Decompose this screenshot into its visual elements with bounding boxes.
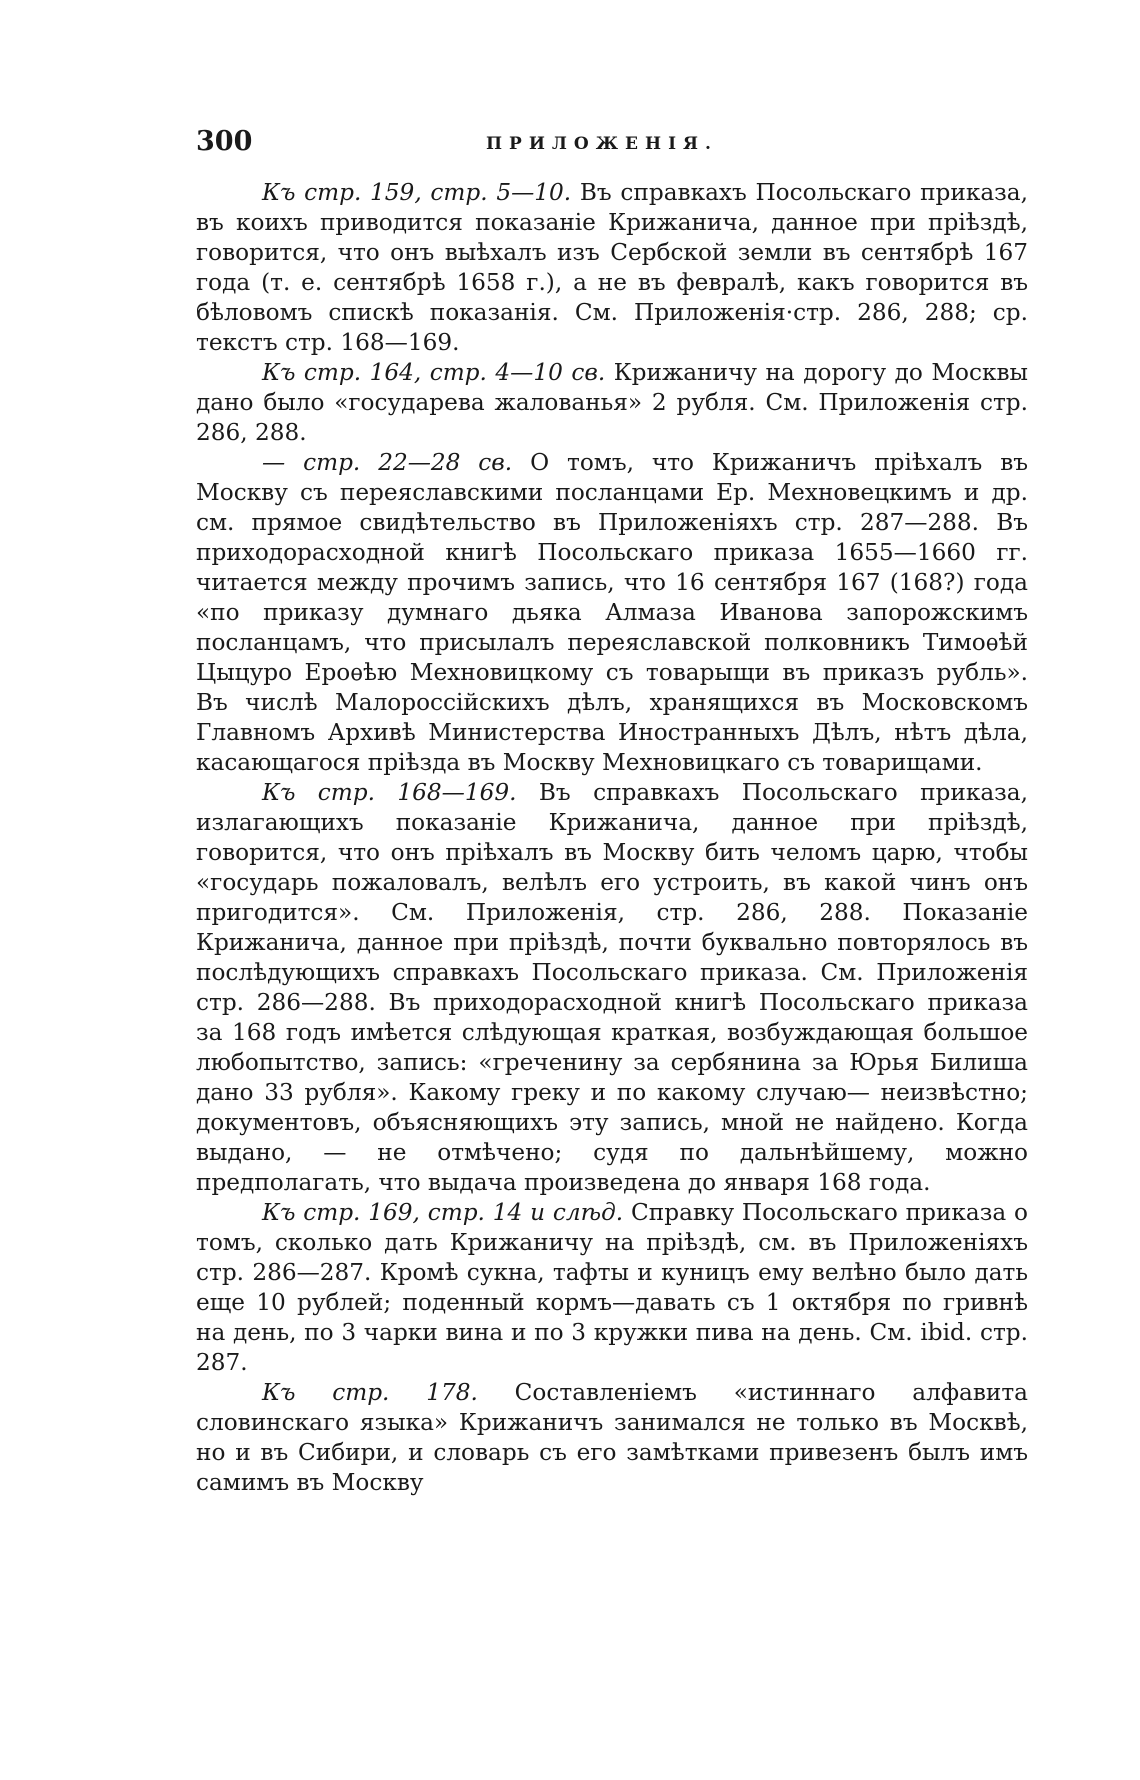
running-title: ПРИЛОЖЕНІЯ. (486, 134, 718, 154)
note-paragraph (196, 1198, 1028, 1378)
note-text: Крижаничу на дорогу до Москвы дано было «государева жалованья» 2 рубля. См. Приложенія стр. 286, 288. (196, 359, 1029, 446)
note-text: О томъ, что Крижаничъ пріѣхалъ въ Москву съ переяславскими посланцами Ер. Мехновецкимъ и др. см. прямое свидѣтельство въ Приложеніяхъ стр. 287—288. Въ приходорасходной книгѣ Посольскаго приказа 1655—1660 гг. читается между прочимъ запись, что 16 сентября 167 (168?) года «по приказу думнаго дьяка Алмаза Иванова запорожскимъ посланцамъ, что присылалъ переяславской полковникъ Тимоѳѣй Цыцуро Ероѳѣю Мехновицкому съ товарыщи въ приказъ рубль». Въ числѣ Малороссійскихъ дѣлъ, хранящихся въ Московскомъ Главномъ Архивѣ Министерства Иностранныхъ Дѣлъ, нѣтъ дѣла, касающагося пріѣзда въ Москву Мехновицкаго съ товарищами. (196, 449, 1028, 776)
note-text: Составленіемъ «истиннаго алфавита словинскаго языка» Крижаничъ занимался не только въ Москвѣ, но и въ Сибири, и словарь съ его замѣтками привезенъ былъ имъ самимъ въ Москву (196, 1379, 1028, 1496)
note-paragraph (196, 358, 1028, 448)
note-text: Въ справкахъ Посольскаго приказа, въ коихъ приводится показаніе Крижанича, данное при пріѣздѣ, говорится, что онъ выѣхалъ изъ Сербской земли въ сентябрѣ 167 года (т. е. сентябрѣ 1658 г.), а не въ февралѣ, какъ говорится въ бѣловомъ спискѣ показанія. См. Приложенія·стр. 286, 288; ср. текстъ стр. 168—169. (196, 179, 1028, 356)
note-paragraph (196, 178, 1028, 358)
note-reference: — стр. 22—28 св. (262, 449, 513, 476)
note-text: Въ справкахъ Посольскаго приказа, излагающихъ показаніе Крижанича, данное при пріѣздѣ, говорится, что онъ пріѣхалъ въ Москву бить челомъ царю, чтобы «государь пожаловалъ, велѣлъ его устроить, въ какой чинъ онъ пригодится». См. Приложенія, стр. 286, 288. Показаніе Крижанича, данное при пріѣздѣ, почти буквально повторялось въ послѣдующихъ справкахъ Посольскаго приказа. См. Приложенія стр. 286—288. Въ приходорасходной книгѣ Посольскаго приказа за 168 годъ имѣется слѣдующая краткая, возбуждающая большое любопытство, запись: «греченину за сербянина за Юрья Билиша дано 33 рубля». Какому греку и по какому случаю— неизвѣстно; документовъ, объясняющихъ эту запись, мной не найдено. Когда выдано, — не отмѣчено; судя по дальнѣйшему, можно предполагать, что выдача произведена до января 168 года. (196, 779, 1029, 1196)
note-reference: Къ стр. 169, стр. 14 и слѣд. (262, 1199, 624, 1226)
note-reference: Къ стр. 168—169. (262, 779, 517, 806)
note-paragraph (196, 1378, 1028, 1498)
note-reference: Къ стр. 164, стр. 4—10 св. (262, 359, 606, 386)
page-header (196, 126, 1028, 166)
note-text: Справку Посольскаго приказа о томъ, сколько дать Крижаничу на пріѣздѣ, см. въ Приложеніяхъ стр. 286—287. Кромѣ сукна, тафты и куницъ ему велѣно было дать еще 10 рублей; поденный кормъ—давать съ 1 октября по гривнѣ на день, по 3 чарки вина и по 3 кружки пива на день. См. ibid. стр. 287. (196, 1199, 1029, 1376)
note-paragraph (196, 448, 1028, 778)
note-paragraph (196, 778, 1028, 1198)
note-reference: Къ стр. 159, стр. 5—10. (262, 179, 572, 206)
page-number: 300 (196, 126, 253, 157)
note-reference: Къ стр. 178. (262, 1379, 478, 1406)
page-body (196, 178, 1028, 1498)
